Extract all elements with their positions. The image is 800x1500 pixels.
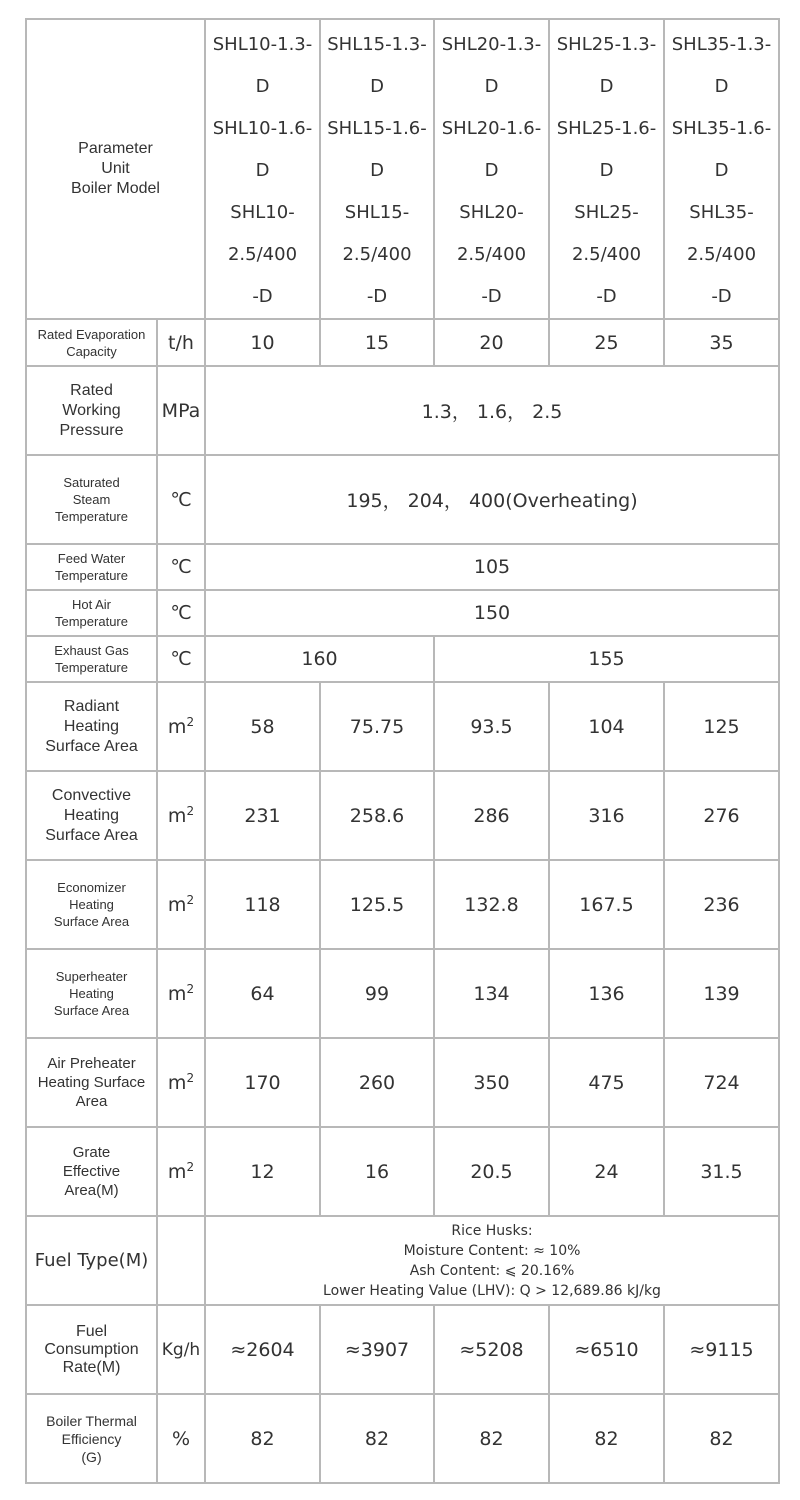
model-line: -D xyxy=(596,286,617,307)
label-line: Surface Area xyxy=(45,737,138,755)
value-cell: 724 xyxy=(664,1038,779,1127)
merged-value-cell: 155 xyxy=(434,636,779,682)
row-hot-air xyxy=(26,590,779,636)
model-cell-shl15 xyxy=(320,19,434,319)
model-line: D xyxy=(370,76,384,97)
label-line: Rated Evaporation xyxy=(37,326,146,342)
label-line: Area(M) xyxy=(64,1182,119,1199)
value-cell: 82 xyxy=(205,1394,320,1483)
label-line: Rated xyxy=(70,381,113,399)
model-line: 2.5/400 xyxy=(686,244,757,265)
value-cell: 82 xyxy=(320,1394,434,1483)
value-cell: 231 xyxy=(205,771,320,860)
model-line: 2.5/400 xyxy=(456,244,527,265)
model-line: SHL25-1.3- xyxy=(556,34,657,55)
model-line: SHL25- xyxy=(574,202,639,223)
merged-value-cell: 150 xyxy=(205,590,779,636)
header-unit-label: Unit xyxy=(101,160,130,177)
header-row xyxy=(26,19,779,319)
unit-cell-empty xyxy=(157,1216,205,1305)
row-convective xyxy=(26,771,779,860)
merged-value-cell: 195， 204， 400(Overheating) xyxy=(205,455,779,544)
label-line: Temperature xyxy=(55,568,128,583)
value-cell: 20.5 xyxy=(434,1127,549,1216)
label-line: Radiant xyxy=(63,697,120,715)
label-line: (G) xyxy=(81,1448,102,1465)
unit-base: m xyxy=(167,804,187,827)
model-line: D xyxy=(484,160,499,181)
row-exhaust-gas xyxy=(26,636,779,682)
label-line: Grate xyxy=(72,1144,111,1161)
model-line: D xyxy=(599,160,614,181)
label-line: Heating xyxy=(63,717,120,735)
row-feed-water xyxy=(26,544,779,590)
value-cell: 75.75 xyxy=(320,682,434,771)
label-line: Saturated xyxy=(63,475,120,490)
model-line: SHL10- xyxy=(230,202,295,223)
unit-cell xyxy=(157,771,205,860)
unit-exponent: 2 xyxy=(186,1070,195,1085)
label-line: Superheater xyxy=(55,969,128,984)
label-line: Air Preheater xyxy=(47,1055,136,1072)
row-superheater xyxy=(26,949,779,1038)
unit-cell xyxy=(157,949,205,1038)
value-cell: 236 xyxy=(664,860,779,949)
model-line: SHL20- xyxy=(459,202,524,223)
label-line: Heating Surface xyxy=(37,1074,146,1091)
value-cell: 25 xyxy=(549,319,664,366)
row-label xyxy=(26,949,157,1038)
label-line: Consumption xyxy=(44,1340,139,1358)
value-cell: 93.5 xyxy=(434,682,549,771)
unit-cell: Kg/h xyxy=(157,1305,205,1394)
unit-cell: % xyxy=(157,1394,205,1483)
label-line: Temperature xyxy=(55,660,128,675)
merged-value-cell: 160 xyxy=(205,636,434,682)
model-line: 2.5/400 xyxy=(571,244,642,265)
label-line: Surface Area xyxy=(53,1003,130,1018)
label-line: Working xyxy=(62,401,121,419)
unit-base: m xyxy=(167,1160,187,1183)
model-line: SHL20-1.3- xyxy=(441,34,542,55)
value-cell: 170 xyxy=(205,1038,320,1127)
row-label xyxy=(26,366,157,455)
value-cell: 64 xyxy=(205,949,320,1038)
unit-base: m xyxy=(167,715,187,738)
label-line: Efficiency xyxy=(61,1430,122,1447)
value-cell: ≈6510 xyxy=(549,1305,664,1394)
value-cell: 20 xyxy=(434,319,549,366)
label-line: Surface Area xyxy=(53,914,130,929)
unit-cell xyxy=(157,682,205,771)
value-cell: 35 xyxy=(664,319,779,366)
row-air-preheater xyxy=(26,1038,779,1127)
row-economizer xyxy=(26,860,779,949)
model-line: SHL15- xyxy=(344,202,410,223)
value-cell: 15 xyxy=(320,319,434,366)
label-line: Temperature xyxy=(55,614,128,629)
row-label xyxy=(26,590,157,636)
value-cell: 260 xyxy=(320,1038,434,1127)
value-cell: 258.6 xyxy=(320,771,434,860)
row-pressure xyxy=(26,366,779,455)
row-label: Fuel Type(M) xyxy=(26,1216,157,1305)
unit-cell: ℃ xyxy=(157,455,205,544)
label-line: Area xyxy=(75,1093,108,1110)
model-cell-shl25 xyxy=(549,19,664,319)
row-label xyxy=(26,455,157,544)
model-line: SHL35-1.3- xyxy=(671,34,772,55)
boiler-parameters-table xyxy=(25,18,780,1484)
unit-base: m xyxy=(167,1071,187,1094)
model-line: D xyxy=(714,160,729,181)
row-steam-temperature xyxy=(26,455,779,544)
label-line: Exhaust Gas xyxy=(54,643,129,658)
model-line: SHL20-1.6- xyxy=(441,118,542,139)
label-line: Feed Water xyxy=(57,551,126,566)
model-line: 2.5/400 xyxy=(227,244,298,265)
model-line: -D xyxy=(481,286,502,307)
value-cell: ≈3907 xyxy=(320,1305,434,1394)
value-cell: 24 xyxy=(549,1127,664,1216)
model-line: SHL15-1.3- xyxy=(327,34,427,55)
value-cell: ≈2604 xyxy=(205,1305,320,1394)
row-label xyxy=(26,1305,157,1394)
model-line: SHL35- xyxy=(689,202,754,223)
header-boiler-model-label: Boiler Model xyxy=(71,180,160,197)
row-label xyxy=(26,860,157,949)
label-line: Capacity xyxy=(66,343,117,359)
value-cell: 99 xyxy=(320,949,434,1038)
row-grate xyxy=(26,1127,779,1216)
value-cell: 167.5 xyxy=(549,860,664,949)
row-label xyxy=(26,771,157,860)
model-line: SHL10-1.6- xyxy=(212,118,313,139)
label-line: Fuel xyxy=(75,1322,108,1340)
unit-cell: t/h xyxy=(157,319,205,366)
row-evaporation xyxy=(26,319,779,366)
label-line: Effective xyxy=(62,1163,121,1180)
merged-value-cell: 1.3， 1.6， 2.5 xyxy=(205,366,779,455)
value-cell: ≈9115 xyxy=(664,1305,779,1394)
value-cell: 125.5 xyxy=(320,860,434,949)
model-line: D xyxy=(484,76,499,97)
row-label xyxy=(26,544,157,590)
unit-exponent: 2 xyxy=(186,1159,195,1174)
row-thermal-efficiency xyxy=(26,1394,779,1483)
label-line: Steam xyxy=(72,492,111,507)
label-line: Heating xyxy=(69,986,114,1001)
value-cell: 58 xyxy=(205,682,320,771)
value-cell: 316 xyxy=(549,771,664,860)
row-label xyxy=(26,1394,157,1483)
unit-cell xyxy=(157,1038,205,1127)
label-line: Economizer xyxy=(57,880,126,895)
unit-exponent: 2 xyxy=(186,981,195,996)
unit-exponent: 2 xyxy=(186,892,195,907)
value-cell: 136 xyxy=(549,949,664,1038)
fuel-description-cell xyxy=(205,1216,779,1305)
model-line: SHL35-1.6- xyxy=(671,118,772,139)
value-cell: 82 xyxy=(664,1394,779,1483)
row-label xyxy=(26,636,157,682)
header-label-cell xyxy=(26,19,205,319)
label-line: Pressure xyxy=(59,421,124,439)
label-line: Temperature xyxy=(55,509,128,524)
value-cell: 286 xyxy=(434,771,549,860)
value-cell: 82 xyxy=(549,1394,664,1483)
value-cell: 276 xyxy=(664,771,779,860)
row-fuel-consumption xyxy=(26,1305,779,1394)
model-line: SHL25-1.6- xyxy=(556,118,657,139)
unit-exponent: 2 xyxy=(186,803,195,818)
model-line: D xyxy=(255,160,270,181)
row-label xyxy=(26,1038,157,1127)
unit-cell xyxy=(157,860,205,949)
row-radiant xyxy=(26,682,779,771)
value-cell: 350 xyxy=(434,1038,549,1127)
label-line: Hot Air xyxy=(71,597,111,612)
value-cell: 125 xyxy=(664,682,779,771)
model-line: SHL10-1.3- xyxy=(212,34,313,55)
label-line: Convective xyxy=(51,786,132,804)
model-line: -D xyxy=(366,286,388,307)
fuel-line: Ash Content: ⩽ 20.16% xyxy=(409,1262,575,1279)
value-cell: 139 xyxy=(664,949,779,1038)
model-line: D xyxy=(599,76,614,97)
row-label xyxy=(26,319,157,366)
label-line: Surface Area xyxy=(45,826,138,844)
model-line: D xyxy=(370,160,384,181)
value-cell: 16 xyxy=(320,1127,434,1216)
header-parameter-label: Parameter xyxy=(78,140,153,157)
value-cell: 132.8 xyxy=(434,860,549,949)
label-line: Heating xyxy=(63,806,120,824)
model-cell-shl20 xyxy=(434,19,549,319)
unit-cell: ℃ xyxy=(157,636,205,682)
row-fuel-type xyxy=(26,1216,779,1305)
label-line: Rate(M) xyxy=(62,1358,121,1376)
row-label xyxy=(26,682,157,771)
unit-base: m xyxy=(167,982,187,1005)
value-cell: 12 xyxy=(205,1127,320,1216)
fuel-line: Rice Husks: xyxy=(451,1222,533,1239)
unit-cell: ℃ xyxy=(157,544,205,590)
row-label xyxy=(26,1127,157,1216)
model-line: D xyxy=(255,76,270,97)
label-line: Heating xyxy=(69,897,114,912)
model-line: SHL15-1.6- xyxy=(327,118,427,139)
value-cell: ≈5208 xyxy=(434,1305,549,1394)
unit-base: m xyxy=(167,893,187,916)
value-cell: 104 xyxy=(549,682,664,771)
model-line: -D xyxy=(711,286,732,307)
fuel-line: Lower Heating Value (LHV): Q > 12,689.86 kJ/kg xyxy=(323,1282,661,1299)
unit-exponent: 2 xyxy=(186,714,195,729)
unit-cell: ℃ xyxy=(157,590,205,636)
value-cell: 134 xyxy=(434,949,549,1038)
model-line: -D xyxy=(252,286,273,307)
unit-cell: MPa xyxy=(157,366,205,455)
value-cell: 118 xyxy=(205,860,320,949)
label-line: Boiler Thermal xyxy=(46,1412,137,1429)
value-cell: 82 xyxy=(434,1394,549,1483)
merged-value-cell: 105 xyxy=(205,544,779,590)
model-cell-shl10 xyxy=(205,19,320,319)
model-line: D xyxy=(714,76,729,97)
model-cell-shl35 xyxy=(664,19,779,319)
value-cell: 475 xyxy=(549,1038,664,1127)
unit-cell xyxy=(157,1127,205,1216)
value-cell: 10 xyxy=(205,319,320,366)
fuel-line: Moisture Content: ≈ 10% xyxy=(403,1242,581,1259)
value-cell: 31.5 xyxy=(664,1127,779,1216)
model-line: 2.5/400 xyxy=(342,244,412,265)
